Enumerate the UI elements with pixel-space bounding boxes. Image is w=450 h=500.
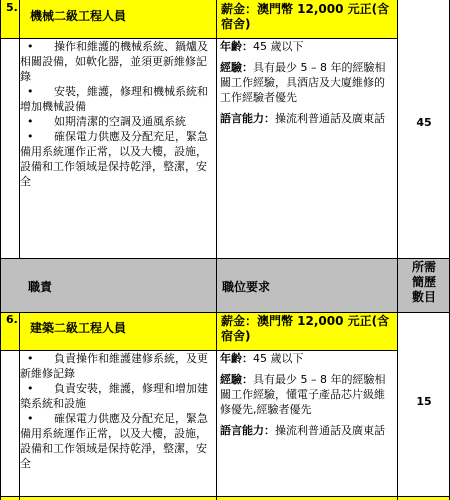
job5-age xyxy=(220,39,395,54)
header-duties-label: 職責 xyxy=(28,280,53,294)
grid-line xyxy=(0,38,398,39)
bullet-icon: • xyxy=(27,352,34,365)
job5-salary: 薪金：澳門幣 12,000 元正(含宿舍) xyxy=(221,2,390,31)
job6-number: 6. xyxy=(6,313,18,326)
language-value: 操流利普通話及廣東話 xyxy=(275,112,385,125)
header-requirements xyxy=(222,278,270,295)
job5-count-cell xyxy=(398,38,450,238)
job6-requirements-cell xyxy=(217,350,398,496)
grid-line xyxy=(0,312,450,313)
grid-line xyxy=(0,496,450,497)
bullet-icon: • xyxy=(27,85,34,98)
job5-title-cell xyxy=(20,0,217,38)
bullet-icon: • xyxy=(27,115,34,128)
job6-duty-text: 確保電力供應及分配充足，緊急備用系統運作正常，以及大樓，設施，設備和工作領域是保持乾淨，整潔，安全 xyxy=(20,412,208,470)
age-value: 45 歲以下 xyxy=(253,40,304,53)
job6-duty-text: 負責安裝，維護，修理和增加建築系統和設施 xyxy=(20,382,208,410)
grid-line xyxy=(0,0,1,500)
job5-title: 機械二級工程人員 xyxy=(30,9,127,23)
job6-number-cell xyxy=(0,312,20,350)
experience-label: 經驗： xyxy=(220,61,253,74)
language-value: 操流利普通話及廣東話 xyxy=(275,424,385,437)
job6-title: 建築二級工程人員 xyxy=(30,321,127,335)
job5-salary-cell xyxy=(217,0,398,38)
experience-label: 經驗： xyxy=(220,373,253,386)
grid-line xyxy=(216,0,217,500)
job5-duty-text: 操作和維護的機械系統、鍋爐及相關設備，如軟化器，並須更新維修記錄 xyxy=(20,40,208,83)
job5-duties-cell xyxy=(20,38,217,238)
job5-experience xyxy=(220,60,395,105)
header-duties xyxy=(28,278,52,295)
job6-title-cell xyxy=(20,312,217,350)
job6-age xyxy=(220,351,395,366)
job6-duty-item xyxy=(20,381,213,411)
grid-line xyxy=(19,312,20,500)
grid-line xyxy=(0,258,450,259)
job6-salary-cell xyxy=(217,312,398,350)
job6-duty-item xyxy=(20,411,213,471)
job6-experience xyxy=(220,372,395,417)
language-label: 語言能力： xyxy=(220,112,275,125)
job5-duty-item xyxy=(20,114,213,129)
job5-duty-text: 確保電力供應及分配充足，緊急備用系統運作正常，以及大樓，設施，設備和工作領域是保持乾淨，整潔，安全 xyxy=(20,130,208,188)
experience-value: 具有最少 5 – 8 年的經驗相關工作經驗，具酒店及大廈維修的工作經驗者優先 xyxy=(220,61,386,104)
job6-duties-cell xyxy=(20,350,217,496)
bullet-icon: • xyxy=(27,382,34,395)
job5-duty-text: 安裝，維護，修理和機械系統和增加機械設備 xyxy=(20,85,208,113)
job5-number: 5. xyxy=(6,1,18,14)
age-label: 年齡： xyxy=(220,40,253,53)
job5-number-cell xyxy=(0,0,20,38)
job5-language xyxy=(220,111,395,126)
age-value: 45 歲以下 xyxy=(253,352,304,365)
age-label: 年齡： xyxy=(220,352,253,365)
header-requirements-label: 職位要求 xyxy=(222,280,271,294)
bullet-icon: • xyxy=(27,40,34,53)
job5-count: 45 xyxy=(416,116,432,129)
grid-line xyxy=(0,350,398,351)
experience-value: 具有最少 5 – 8 年的經驗相關工作經驗，懂電子產品芯片級維修優先,經驗者優先 xyxy=(220,373,386,416)
job6-duty-item xyxy=(20,351,213,381)
job6-duty-text: 負責操作和維護建修系統，及更新維修記錄 xyxy=(20,352,208,380)
header-count xyxy=(400,258,448,312)
job5-count-top-cell xyxy=(398,0,450,38)
grid-line xyxy=(397,0,398,500)
job6-count: 15 xyxy=(416,395,432,408)
bullet-icon: • xyxy=(27,130,34,143)
job5-duty-item xyxy=(20,84,213,114)
language-label: 語言能力： xyxy=(220,424,275,437)
job6-salary: 薪金：澳門幣 12,000 元正(含宿舍) xyxy=(221,314,390,343)
job6-count-top-cell xyxy=(398,312,450,350)
job5-duty-text: 如期清潔的空調及通風系統 xyxy=(54,115,186,128)
job6-language xyxy=(220,423,395,438)
header-count-label: 所需簡歷數目 xyxy=(411,260,436,304)
job5-requirements-cell xyxy=(217,38,398,238)
job5-duty-item xyxy=(20,39,213,84)
bullet-icon: • xyxy=(27,412,34,425)
job5-duty-item xyxy=(20,129,213,189)
job6-count-cell xyxy=(398,350,450,496)
